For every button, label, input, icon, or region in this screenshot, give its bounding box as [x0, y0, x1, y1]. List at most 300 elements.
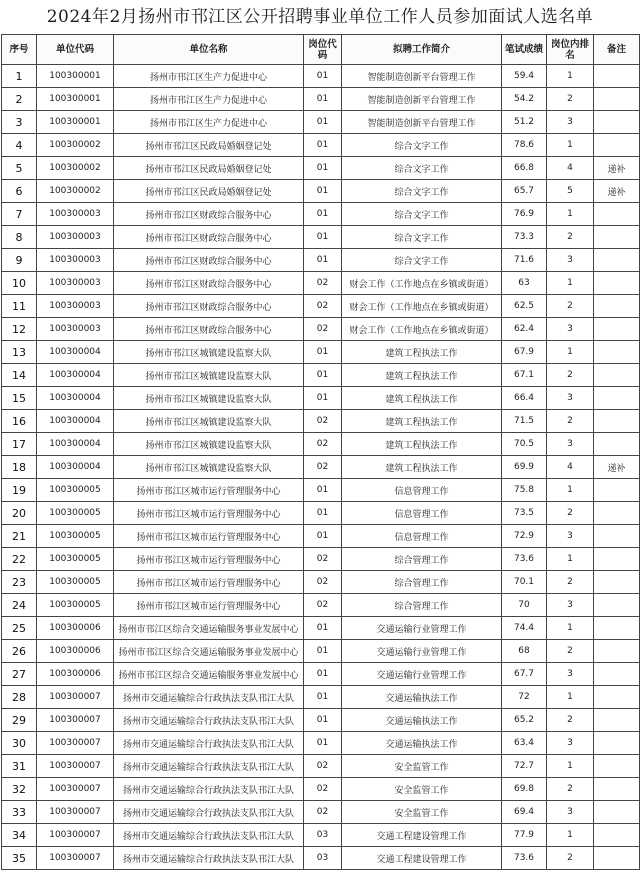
cell-post-rank: 1: [547, 134, 594, 157]
cell-post-code: 01: [304, 226, 342, 249]
cell-post-rank: 3: [547, 801, 594, 824]
cell-post-rank: 2: [547, 226, 594, 249]
cell-post-rank: 1: [547, 824, 594, 847]
cell-unit-code: 100300006: [37, 617, 114, 640]
cell-written-score: 65.7: [502, 180, 547, 203]
cell-remark: [594, 594, 640, 617]
cell-idx: 26: [2, 640, 37, 663]
cell-unit-name: 扬州市邗江区城镇建设监察大队: [114, 456, 304, 479]
cell-idx: 8: [2, 226, 37, 249]
table-row: [2, 525, 640, 548]
cell-written-score: 51.2: [502, 111, 547, 134]
cell-idx: 13: [2, 341, 37, 364]
table-row: [2, 502, 640, 525]
cell-unit-name: 扬州市邗江区城镇建设监察大队: [114, 387, 304, 410]
cell-post-rank: 3: [547, 732, 594, 755]
table-body: [2, 65, 640, 870]
cell-post-rank: 1: [547, 617, 594, 640]
cell-idx: 19: [2, 479, 37, 502]
cell-idx: 1: [2, 65, 37, 88]
cell-job-description: 建筑工程执法工作: [342, 341, 502, 364]
cell-unit-code: 100300004: [37, 387, 114, 410]
cell-unit-name: 扬州市邗江区城市运行管理服务中心: [114, 548, 304, 571]
cell-post-code: 02: [304, 295, 342, 318]
cell-post-rank: 5: [547, 180, 594, 203]
table-row: [2, 433, 640, 456]
header-remark: 备注: [594, 35, 640, 65]
cell-idx: 29: [2, 709, 37, 732]
cell-post-rank: 3: [547, 594, 594, 617]
cell-post-code: 02: [304, 571, 342, 594]
cell-remark: [594, 272, 640, 295]
cell-unit-code: 100300003: [37, 318, 114, 341]
cell-idx: 30: [2, 732, 37, 755]
cell-written-score: 72.9: [502, 525, 547, 548]
table-row: [2, 847, 640, 870]
cell-unit-name: 扬州市交通运输综合行政执法支队邗江大队: [114, 686, 304, 709]
table-row: [2, 295, 640, 318]
cell-job-description: 财会工作（工作地点在乡镇或街道）: [342, 272, 502, 295]
header-post-code: 岗位代码: [304, 35, 342, 65]
cell-unit-code: 100300007: [37, 755, 114, 778]
cell-unit-name: 扬州市邗江区城镇建设监察大队: [114, 433, 304, 456]
header-unit-name: 单位名称: [114, 35, 304, 65]
cell-remark: [594, 847, 640, 870]
cell-remark: [594, 65, 640, 88]
cell-written-score: 73.6: [502, 548, 547, 571]
cell-remark: [594, 824, 640, 847]
cell-post-code: 01: [304, 502, 342, 525]
cell-post-code: 01: [304, 732, 342, 755]
cell-unit-code: 100300006: [37, 640, 114, 663]
header-job-description: 拟聘工作简介: [342, 35, 502, 65]
cell-post-rank: 1: [547, 341, 594, 364]
cell-remark: [594, 778, 640, 801]
cell-unit-code: 100300003: [37, 226, 114, 249]
cell-idx: 18: [2, 456, 37, 479]
cell-remark: 递补: [594, 456, 640, 479]
table-row: [2, 364, 640, 387]
cell-post-rank: 3: [547, 525, 594, 548]
cell-remark: [594, 801, 640, 824]
cell-post-rank: 1: [547, 686, 594, 709]
cell-idx: 6: [2, 180, 37, 203]
cell-unit-name: 扬州市邗江区综合交通运输服务事业发展中心: [114, 640, 304, 663]
cell-unit-code: 100300003: [37, 249, 114, 272]
cell-job-description: 综合管理工作: [342, 594, 502, 617]
cell-post-code: 02: [304, 548, 342, 571]
cell-unit-code: 100300002: [37, 180, 114, 203]
table-row: [2, 824, 640, 847]
table-row: [2, 548, 640, 571]
cell-remark: [594, 387, 640, 410]
table-row: [2, 180, 640, 203]
cell-post-code: 02: [304, 755, 342, 778]
cell-remark: [594, 203, 640, 226]
cell-unit-name: 扬州市邗江区综合交通运输服务事业发展中心: [114, 663, 304, 686]
cell-written-score: 73.5: [502, 502, 547, 525]
cell-post-code: 03: [304, 824, 342, 847]
cell-unit-name: 扬州市邗江区生产力促进中心: [114, 88, 304, 111]
cell-post-rank: 1: [547, 479, 594, 502]
cell-job-description: 交通运输行业管理工作: [342, 663, 502, 686]
cell-unit-code: 100300003: [37, 203, 114, 226]
cell-unit-code: 100300007: [37, 824, 114, 847]
cell-written-score: 72: [502, 686, 547, 709]
cell-unit-name: 扬州市交通运输综合行政执法支队邗江大队: [114, 801, 304, 824]
table-row: [2, 410, 640, 433]
cell-post-rank: 2: [547, 410, 594, 433]
cell-post-rank: 1: [547, 203, 594, 226]
cell-remark: [594, 525, 640, 548]
cell-post-code: 01: [304, 203, 342, 226]
cell-unit-name: 扬州市邗江区财政综合服务中心: [114, 318, 304, 341]
cell-job-description: 建筑工程执法工作: [342, 433, 502, 456]
cell-unit-name: 扬州市邗江区民政局婚姻登记处: [114, 134, 304, 157]
cell-idx: 11: [2, 295, 37, 318]
cell-job-description: 综合管理工作: [342, 571, 502, 594]
cell-post-code: 01: [304, 180, 342, 203]
cell-written-score: 69.4: [502, 801, 547, 824]
cell-job-description: 智能制造创新平台管理工作: [342, 88, 502, 111]
cell-unit-code: 100300007: [37, 847, 114, 870]
cell-post-rank: 2: [547, 364, 594, 387]
cell-job-description: 综合文字工作: [342, 203, 502, 226]
cell-remark: [594, 364, 640, 387]
cell-post-code: 02: [304, 778, 342, 801]
cell-unit-name: 扬州市邗江区城镇建设监察大队: [114, 364, 304, 387]
cell-remark: [594, 571, 640, 594]
cell-written-score: 59.4: [502, 65, 547, 88]
cell-unit-name: 扬州市邗江区民政局婚姻登记处: [114, 157, 304, 180]
cell-job-description: 智能制造创新平台管理工作: [342, 111, 502, 134]
cell-post-rank: 4: [547, 456, 594, 479]
cell-unit-name: 扬州市邗江区城市运行管理服务中心: [114, 571, 304, 594]
cell-post-rank: 1: [547, 755, 594, 778]
cell-unit-name: 扬州市交通运输综合行政执法支队邗江大队: [114, 732, 304, 755]
cell-unit-code: 100300005: [37, 525, 114, 548]
table-row: [2, 157, 640, 180]
cell-idx: 7: [2, 203, 37, 226]
table-row: [2, 686, 640, 709]
table-header: [2, 35, 640, 65]
page-title: 2024年2月扬州市邗江区公开招聘事业单位工作人员参加面试人选名单: [46, 7, 594, 27]
cell-idx: 22: [2, 548, 37, 571]
cell-job-description: 交通运输执法工作: [342, 686, 502, 709]
cell-idx: 15: [2, 387, 37, 410]
cell-idx: 35: [2, 847, 37, 870]
cell-post-code: 02: [304, 594, 342, 617]
cell-remark: [594, 295, 640, 318]
cell-post-code: 01: [304, 479, 342, 502]
cell-job-description: 交通运输执法工作: [342, 732, 502, 755]
cell-written-score: 69.8: [502, 778, 547, 801]
cell-remark: [594, 318, 640, 341]
cell-written-score: 69.9: [502, 456, 547, 479]
table-row: [2, 387, 640, 410]
cell-idx: 12: [2, 318, 37, 341]
cell-job-description: 财会工作（工作地点在乡镇或街道）: [342, 295, 502, 318]
cell-job-description: 交通运输执法工作: [342, 709, 502, 732]
cell-job-description: 信息管理工作: [342, 502, 502, 525]
cell-idx: 2: [2, 88, 37, 111]
cell-remark: [594, 433, 640, 456]
cell-written-score: 67.7: [502, 663, 547, 686]
table-row: [2, 663, 640, 686]
cell-written-score: 66.8: [502, 157, 547, 180]
cell-written-score: 66.4: [502, 387, 547, 410]
cell-unit-name: 扬州市邗江区生产力促进中心: [114, 65, 304, 88]
cell-idx: 14: [2, 364, 37, 387]
cell-remark: 递补: [594, 180, 640, 203]
cell-job-description: 综合文字工作: [342, 134, 502, 157]
cell-unit-name: 扬州市邗江区财政综合服务中心: [114, 295, 304, 318]
cell-unit-code: 100300005: [37, 571, 114, 594]
table-row: [2, 88, 640, 111]
header-unit-code: 单位代码: [37, 35, 114, 65]
cell-unit-code: 100300003: [37, 272, 114, 295]
cell-unit-code: 100300002: [37, 157, 114, 180]
cell-post-rank: 2: [547, 571, 594, 594]
table-row: [2, 617, 640, 640]
cell-written-score: 67.9: [502, 341, 547, 364]
cell-remark: [594, 479, 640, 502]
cell-unit-code: 100300005: [37, 548, 114, 571]
cell-idx: 24: [2, 594, 37, 617]
cell-remark: [594, 502, 640, 525]
cell-post-rank: 3: [547, 663, 594, 686]
table-row: [2, 65, 640, 88]
table-row: [2, 203, 640, 226]
cell-post-code: 02: [304, 318, 342, 341]
cell-unit-code: 100300003: [37, 295, 114, 318]
cell-unit-name: 扬州市邗江区城镇建设监察大队: [114, 341, 304, 364]
cell-idx: 4: [2, 134, 37, 157]
cell-unit-code: 100300007: [37, 801, 114, 824]
cell-written-score: 65.2: [502, 709, 547, 732]
cell-unit-code: 100300001: [37, 88, 114, 111]
cell-post-rank: 1: [547, 65, 594, 88]
cell-post-rank: 2: [547, 847, 594, 870]
cell-unit-code: 100300007: [37, 778, 114, 801]
cell-job-description: 综合文字工作: [342, 226, 502, 249]
cell-post-code: 02: [304, 410, 342, 433]
cell-job-description: 建筑工程执法工作: [342, 364, 502, 387]
cell-post-code: 01: [304, 640, 342, 663]
cell-unit-name: 扬州市邗江区城市运行管理服务中心: [114, 502, 304, 525]
table-row: [2, 732, 640, 755]
cell-unit-name: 扬州市邗江区综合交通运输服务事业发展中心: [114, 617, 304, 640]
cell-post-code: 01: [304, 88, 342, 111]
cell-idx: 31: [2, 755, 37, 778]
cell-job-description: 综合文字工作: [342, 180, 502, 203]
table-row: [2, 226, 640, 249]
cell-idx: 10: [2, 272, 37, 295]
cell-idx: 34: [2, 824, 37, 847]
cell-post-code: 02: [304, 433, 342, 456]
cell-idx: 23: [2, 571, 37, 594]
cell-idx: 9: [2, 249, 37, 272]
cell-unit-code: 100300005: [37, 594, 114, 617]
cell-post-rank: 2: [547, 502, 594, 525]
cell-unit-code: 100300004: [37, 433, 114, 456]
cell-unit-code: 100300007: [37, 709, 114, 732]
table-row: [2, 341, 640, 364]
cell-remark: [594, 640, 640, 663]
table-row: [2, 249, 640, 272]
cell-post-code: 01: [304, 709, 342, 732]
cell-job-description: 建筑工程执法工作: [342, 387, 502, 410]
cell-post-rank: 2: [547, 640, 594, 663]
cell-written-score: 67.1: [502, 364, 547, 387]
cell-post-code: 01: [304, 111, 342, 134]
cell-post-rank: 2: [547, 88, 594, 111]
table-row: [2, 594, 640, 617]
cell-remark: [594, 88, 640, 111]
cell-job-description: 建筑工程执法工作: [342, 410, 502, 433]
cell-unit-name: 扬州市交通运输综合行政执法支队邗江大队: [114, 755, 304, 778]
cell-unit-name: 扬州市邗江区民政局婚姻登记处: [114, 180, 304, 203]
table-row: [2, 134, 640, 157]
header-post-rank: 岗位内排名: [547, 35, 594, 65]
cell-idx: 32: [2, 778, 37, 801]
cell-job-description: 交通运输行业管理工作: [342, 617, 502, 640]
cell-post-rank: 3: [547, 111, 594, 134]
cell-idx: 27: [2, 663, 37, 686]
cell-written-score: 70: [502, 594, 547, 617]
cell-job-description: 信息管理工作: [342, 525, 502, 548]
cell-post-code: 01: [304, 157, 342, 180]
cell-unit-name: 扬州市邗江区财政综合服务中心: [114, 203, 304, 226]
table-row: [2, 571, 640, 594]
cell-idx: 5: [2, 157, 37, 180]
cell-written-score: 54.2: [502, 88, 547, 111]
cell-unit-name: 扬州市交通运输综合行政执法支队邗江大队: [114, 709, 304, 732]
cell-unit-name: 扬州市邗江区城市运行管理服务中心: [114, 594, 304, 617]
cell-idx: 33: [2, 801, 37, 824]
cell-post-code: 01: [304, 65, 342, 88]
cell-job-description: 交通工程建设管理工作: [342, 824, 502, 847]
cell-unit-code: 100300004: [37, 456, 114, 479]
header-written-score: 笔试成绩: [502, 35, 547, 65]
cell-unit-name: 扬州市邗江区财政综合服务中心: [114, 249, 304, 272]
table-row: [2, 272, 640, 295]
cell-post-code: 01: [304, 387, 342, 410]
cell-written-score: 71.5: [502, 410, 547, 433]
cell-post-rank: 3: [547, 433, 594, 456]
cell-idx: 3: [2, 111, 37, 134]
cell-idx: 17: [2, 433, 37, 456]
cell-remark: [594, 341, 640, 364]
cell-unit-code: 100300004: [37, 364, 114, 387]
cell-unit-code: 100300006: [37, 663, 114, 686]
cell-post-code: 02: [304, 456, 342, 479]
cell-job-description: 信息管理工作: [342, 479, 502, 502]
cell-written-score: 73.3: [502, 226, 547, 249]
cell-idx: 25: [2, 617, 37, 640]
cell-post-code: 01: [304, 341, 342, 364]
cell-idx: 21: [2, 525, 37, 548]
cell-unit-name: 扬州市交通运输综合行政执法支队邗江大队: [114, 847, 304, 870]
cell-post-rank: 3: [547, 387, 594, 410]
cell-remark: [594, 709, 640, 732]
cell-post-code: 01: [304, 686, 342, 709]
cell-post-rank: 1: [547, 548, 594, 571]
cell-job-description: 安全监管工作: [342, 778, 502, 801]
cell-post-code: 02: [304, 801, 342, 824]
table-row: [2, 318, 640, 341]
header-idx: 序号: [2, 35, 37, 65]
cell-remark: [594, 663, 640, 686]
cell-post-code: 01: [304, 525, 342, 548]
table-row: [2, 778, 640, 801]
cell-written-score: 63.4: [502, 732, 547, 755]
header-row: [2, 35, 640, 65]
table-row: [2, 755, 640, 778]
cell-idx: 20: [2, 502, 37, 525]
cell-unit-name: 扬州市邗江区财政综合服务中心: [114, 226, 304, 249]
cell-job-description: 安全监管工作: [342, 801, 502, 824]
cell-post-rank: 4: [547, 157, 594, 180]
cell-unit-code: 100300004: [37, 341, 114, 364]
cell-post-rank: 2: [547, 295, 594, 318]
cell-remark: [594, 732, 640, 755]
cell-remark: [594, 548, 640, 571]
cell-remark: [594, 755, 640, 778]
cell-unit-name: 扬州市邗江区财政综合服务中心: [114, 272, 304, 295]
cell-remark: [594, 686, 640, 709]
cell-job-description: 综合文字工作: [342, 249, 502, 272]
cell-unit-code: 100300001: [37, 65, 114, 88]
cell-job-description: 建筑工程执法工作: [342, 456, 502, 479]
cell-unit-name: 扬州市交通运输综合行政执法支队邗江大队: [114, 778, 304, 801]
cell-remark: [594, 226, 640, 249]
cell-job-description: 交通运输行业管理工作: [342, 640, 502, 663]
cell-unit-name: 扬州市邗江区生产力促进中心: [114, 111, 304, 134]
cell-post-code: 01: [304, 364, 342, 387]
cell-job-description: 智能制造创新平台管理工作: [342, 65, 502, 88]
table-row: [2, 709, 640, 732]
cell-written-score: 77.9: [502, 824, 547, 847]
cell-written-score: 63: [502, 272, 547, 295]
cell-written-score: 71.6: [502, 249, 547, 272]
cell-post-code: 03: [304, 847, 342, 870]
cell-unit-name: 扬州市邗江区城市运行管理服务中心: [114, 525, 304, 548]
cell-unit-code: 100300002: [37, 134, 114, 157]
cell-unit-code: 100300005: [37, 479, 114, 502]
cell-unit-code: 100300007: [37, 732, 114, 755]
cell-post-code: 01: [304, 249, 342, 272]
cell-post-rank: 1: [547, 272, 594, 295]
cell-written-score: 72.7: [502, 755, 547, 778]
cell-unit-code: 100300004: [37, 410, 114, 433]
table-row: [2, 479, 640, 502]
cell-unit-code: 100300005: [37, 502, 114, 525]
cell-unit-name: 扬州市邗江区城市运行管理服务中心: [114, 479, 304, 502]
cell-job-description: 交通工程建设管理工作: [342, 847, 502, 870]
cell-remark: [594, 134, 640, 157]
cell-post-code: 01: [304, 134, 342, 157]
cell-written-score: 78.6: [502, 134, 547, 157]
cell-job-description: 综合管理工作: [342, 548, 502, 571]
cell-remark: [594, 410, 640, 433]
cell-post-rank: 2: [547, 778, 594, 801]
cell-written-score: 70.1: [502, 571, 547, 594]
cell-written-score: 62.5: [502, 295, 547, 318]
table-row: [2, 801, 640, 824]
cell-written-score: 75.8: [502, 479, 547, 502]
cell-post-rank: 3: [547, 318, 594, 341]
